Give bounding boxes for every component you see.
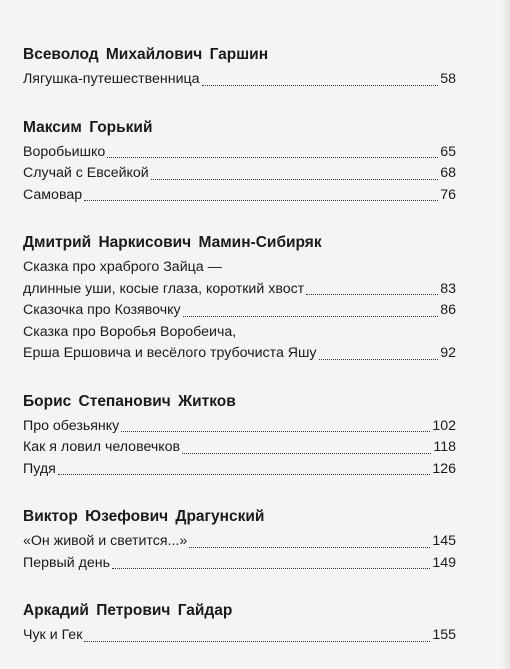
dot-leader [189, 547, 430, 548]
page-number: 65 [440, 143, 456, 160]
page-number: 68 [440, 165, 456, 181]
work-title: Сказочка про Козявочку [23, 302, 181, 318]
page-number: 102 [432, 417, 456, 434]
author-section-dragunsky [23, 506, 456, 574]
work-title: Самовар [23, 186, 83, 203]
work-title: Пудя [23, 460, 56, 477]
dot-leader [306, 294, 438, 295]
author-section-garshin [23, 44, 456, 91]
page-number: 118 [433, 439, 456, 455]
page-number: 145 [432, 533, 456, 549]
dot-leader [151, 179, 438, 180]
page-number: 83 [440, 280, 456, 297]
author-name: Дмитрий Наркисович Мамин-Сибиряк [23, 234, 322, 251]
dot-leader [319, 359, 439, 360]
work-title-line: длинные уши, косые глаза, короткий хвост [23, 280, 305, 297]
author-name: Максим Горький [23, 118, 153, 136]
page-number: 86 [440, 302, 456, 318]
work-title: Первый день [23, 554, 110, 571]
toc-entry [23, 163, 456, 185]
author-section-gaidar [23, 600, 456, 647]
dot-leader [112, 568, 430, 569]
author-section-mamin-sibiryak [23, 232, 456, 365]
page-number: 76 [440, 186, 456, 203]
author-name: Виктор Юзефович Драгунский [23, 508, 265, 525]
toc-entry [23, 459, 456, 481]
toc-entry [23, 257, 456, 300]
toc-entry [23, 185, 456, 207]
dot-leader [107, 157, 438, 158]
work-title: Воробьишко [23, 143, 106, 160]
dot-leader [121, 431, 430, 432]
dot-leader [182, 453, 431, 454]
author-name: Всеволод Михайлович Гаршин [23, 46, 269, 63]
toc-entry [23, 322, 456, 365]
work-title: Лягушка-путешественница [23, 71, 200, 87]
dot-leader [183, 316, 439, 317]
page-number: 126 [432, 460, 456, 477]
work-title-line: Сказка про храброго Зайца — [23, 259, 222, 275]
author-name: Борис Степанович Житков [23, 392, 236, 410]
work-title: Про обезьянку [23, 417, 120, 434]
toc-entry [23, 553, 456, 575]
dot-leader [58, 474, 431, 475]
page-number: 92 [440, 345, 456, 361]
toc-entry [23, 69, 456, 91]
page-number: 155 [432, 627, 456, 643]
work-title-line: Ерша Ершовича и весёлого трубочиста Яшу [23, 345, 317, 361]
author-section-gorky [23, 117, 456, 207]
work-title: «Он живой и светится...» [23, 533, 188, 549]
work-title: Как я ловил человечков [23, 439, 181, 455]
dot-leader [84, 641, 430, 642]
page-number: 58 [440, 71, 456, 87]
page-number: 149 [432, 554, 456, 571]
author-name: Аркадий Петрович Гайдар [23, 602, 233, 619]
toc-entry [23, 300, 456, 322]
dot-leader [84, 200, 438, 201]
toc-entry [23, 437, 456, 459]
work-title: Случай с Евсейкой [23, 165, 149, 181]
dot-leader [202, 85, 439, 86]
toc-entry [23, 531, 456, 553]
work-title-line: Сказка про Воробья Воробеича, [23, 323, 237, 340]
author-section-zhitkov [23, 391, 456, 481]
toc-entry [23, 416, 456, 438]
toc-entry [23, 625, 456, 647]
page-edge-shadow [500, 0, 510, 669]
toc-entry [23, 142, 456, 164]
work-title: Чук и Гек [23, 627, 83, 643]
